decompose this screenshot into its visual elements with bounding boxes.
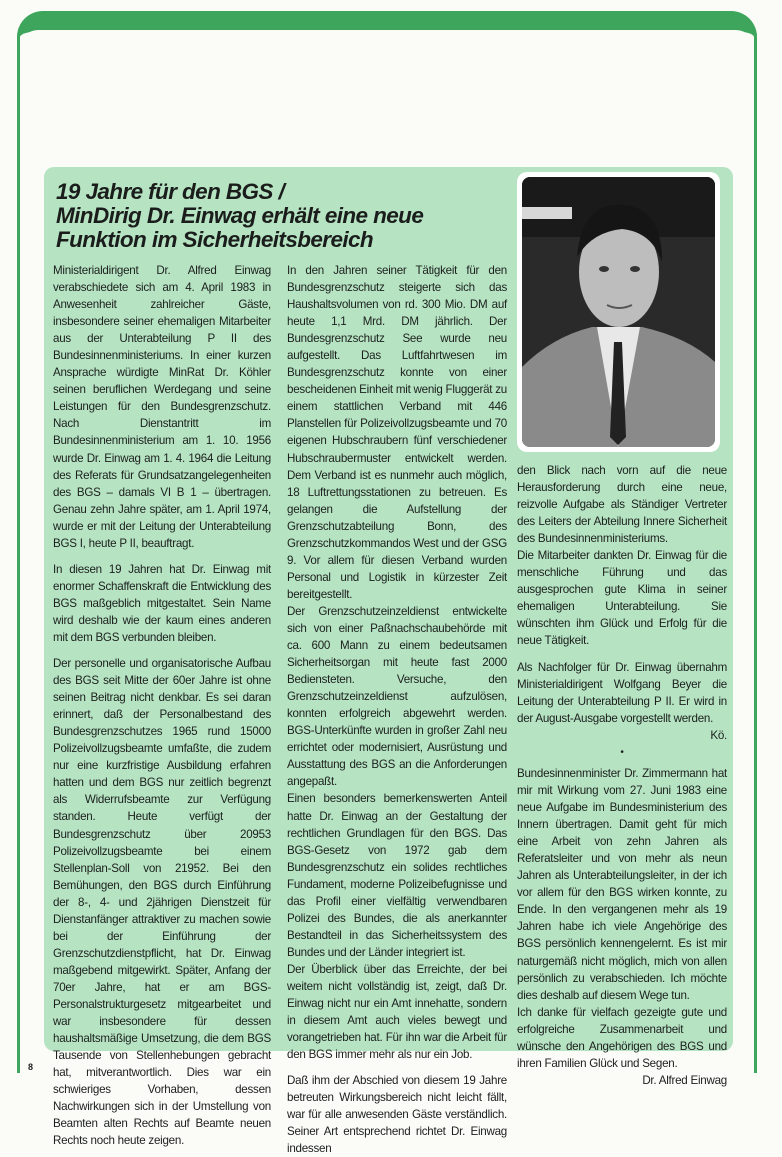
title-line: MinDirig Dr. Einwag erhält eine neue [56, 203, 424, 228]
portrait-photo [517, 172, 720, 452]
paragraph: Bundesinnenminister Dr. Zimmermann hat mir mit Wirkung vom 27. Juni 1983 eine neue Aufgabe im Bundesministerium des Innern übertragen. Damit geht für mich eine Arbeit von zehn Jahren als Referatsleiter und von mehr als neun Jahren als Unterabteilungsleiter, in der ich vor allem für den BGS wirken konnte, zu Ende. In den vergangenen mehr als 19 Jahren habe ich viele Angehörige des BGS persönlich kennengelernt. Es ist mir naturgemäß nicht möglich, mich von allen persönlich zu verabschieden. Ich möchte dies deshalb auf diesem Wege tun. [517, 767, 727, 1002]
paragraph: Der Überblick über das Erreichte, der bei weitem nicht vollständig ist, zeigt, daß Dr. Einwag nicht nur ein Amt innehatte, sondern in diesem Amt auch vieles bewegt und vorangetrieben hat. Für ihn war die Arbeit für den BGS immer mehr als nur ein Job. [287, 962, 507, 1062]
paragraph: In diesen 19 Jahren hat Dr. Einwag mit enormer Schaffenskraft die Entwicklung des BGS maßgeblich mitgestaltet. Sein Name wird deshalb wie der kaum eines anderen mit dem BGS verbunden bleiben. [53, 562, 271, 644]
paragraph: Daß ihm der Abschied von diesem 19 Jahre betreuten Wirkungsbereich nicht leicht fällt, war für alle anwesenden Gäste verständlich. Seiner Art entsprechend richtet Dr. Einwag indessen [287, 1074, 507, 1156]
article-column-3 [517, 462, 727, 761]
paragraph: Der personelle und organisatorische Aufbau des BGS seit Mitte der 60er Jahre ist ohne seinen Beitrag nicht denkbar. Es sei daran erinnert, daß der Personalbestand des Bundesgrenzschutzes 1965 rund 15000 Polizeivollzugsbeamte umfaßte, die zudem nur eine kurzfristige Ausbildung erfahren hatten und dem BGS nur zeitlich begrenzt als Widerrufsbeamte zur Verfügung standen. Heute verfügt der Bundesgrenzschutz über 20953 Polizeivollzugsbeamte bei einem Stellenplan-Soll von 21952. Bei den Bemühungen, den BGS durch Einführung der 8-, 4- und 2jährigen Dienstzeit für Dienstanfänger attraktiver zu machen sowie bei der Einführung der Grenzschutzdienstpflicht, hat Dr. Einwag maßgebend mitgewirkt. Später, Anfang der 70er Jahre, hat er am BGS-Personalstrukturgesetz mitgearbeitet und war insbesondere für dessen haushaltsmäßige Umsetzung, die dem BGS Tausende von Stellenhebungen gebracht hat, mitverantwortlich. Dies war ein schwieriges Vorhaben, dessen Nachwirkungen sich in der Umstellung von Beamten alten Rechts auf Beamte neuen Rechts noch heute zeigen. [53, 657, 271, 1148]
title-line: Funktion im Sicherheitsbereich [56, 227, 374, 252]
farewell-letter [517, 765, 727, 1089]
signature: Dr. Alfred Einwag [642, 1073, 727, 1087]
article-column-2 [287, 262, 507, 1157]
paragraph: den Blick nach vorn auf die neue Herausforderung durch eine neue, reizvolle Aufgabe als Ständiger Vertreter des Leiters der Abteilung Innere Sicherheit des Bundesinnenministeriums. [517, 464, 727, 546]
paragraph: Die Mitarbeiter dankten Dr. Einwag für die menschliche Führung und das ausgesprochen gute Klima in seiner ehemaligen Unterabteilung. Sie wünschten ihm Glück und Erfolg für die neue Tätigkeit. [517, 549, 727, 648]
article-title [56, 180, 506, 252]
paragraph: Ministerialdirigent Dr. Alfred Einwag verabschiedete sich am 4. April 1983 in Anwesenheit zahlreicher Gäste, insbesondere seiner ehemaligen Mitarbeiter aus der Unterabteilung P II des Bundesinnenministeriums. In einer kurzen Ansprache würdigte MinRat Dr. Köhler seinen beruflichen Werdegang und seine Leistungen für den Bundesgrenzschutz. Nach Dienstantritt im Bundesinnenministerium am 1. 10. 1956 wurde Dr. Einwag am 1. 4. 1964 die Leitung des Referats für Grundsatzangelegenheiten des BGS – damals VI B 1 – übertragen. Genau zehn Jahre später, am 1. April 1974, wurde er mit der Leitung der Unterabteilung BGS I, heute P II, beauftragt. [53, 264, 271, 550]
paragraph: Ich danke für vielfach gezeigte gute und erfolgreiche Zusammenarbeit und wünsche den Angehörigen des BGS und ihren Familien Glück und Segen. [517, 1005, 727, 1070]
portrait-image [522, 177, 715, 447]
article-column-1 [53, 262, 271, 1149]
title-line: 19 Jahre für den BGS / [56, 179, 285, 204]
page-frame-inner [20, 30, 754, 90]
page-number: 8 [28, 1062, 34, 1072]
separator-bullet: • [620, 746, 624, 758]
paragraph: Einen besonders bemerkenswerten Anteil hatte Dr. Einwag an der Gestaltung der rechtlichen Grundlagen für den BGS. Das BGS-Gesetz von 1972 gab dem Bundesgrenzschutz ein solides rechtliches Fundament, moderne Polizeibefugnisse und das Profil einer vielfältig verwendbaren Polizei des Bundes, die als anerkannter Bestandteil in das Sicherheitssystem des Bundes und der Länder integriert ist. [287, 792, 507, 959]
paragraph: In den Jahren seiner Tätigkeit für den Bundesgrenzschutz steigerte sich das Haushaltsvolumen von rd. 300 Mio. DM auf heute 1,1 Mrd. DM jährlich. Der Bundesgrenzschutz See wurde neu aufgestellt. Das Luftfahrtwesen im Bundesgrenzschutz konnte von einer bescheidenen Einheit mit wenig Fluggerät zu einem stattlichen Verband mit 446 Planstellen für Polizeivollzugsbeamte und 70 eigenen Hubschraubern fünf verschiedener Hubschraubermuster entwickelt werden. Dem Verband ist es nunmehr auch möglich, 18 Luftrettungsstationen zu betreuen. Es gelangen die Aufstellung der Grenzschutzabteilung Bonn, des Grenzschutzkommandos West und der GSG 9. Vor allem für diesen Verband wurden Personal und Logistik in kürzester Zeit bereitgestellt. [287, 264, 507, 601]
paragraph: Als Nachfolger für Dr. Einwag übernahm Ministerialdirigent Wolfgang Beyer die Leitung der Unterabteilung P II. Er wird in der August-Ausgabe vorgestellt werden. [517, 660, 727, 725]
paragraph: Der Grenzschutzeinzeldienst entwickelte sich von einer Paßnachschaubehörde mit ca. 600 Mann zu einem bedeutsamen Sicherheitsorgan mit heute fast 2000 Bediensteten. Versuche, den Grenzschutzeinzeldienst aufzulösen, konnten erfolgreich abgewehrt werden. BGS-Unterkünfte wurden in großer Zahl neu errichtet oder modernisiert, Ausrüstung und Ausstattung des BGS an die Anforderungen angepaßt. [287, 604, 507, 789]
author-initials: Kö. [710, 728, 727, 742]
